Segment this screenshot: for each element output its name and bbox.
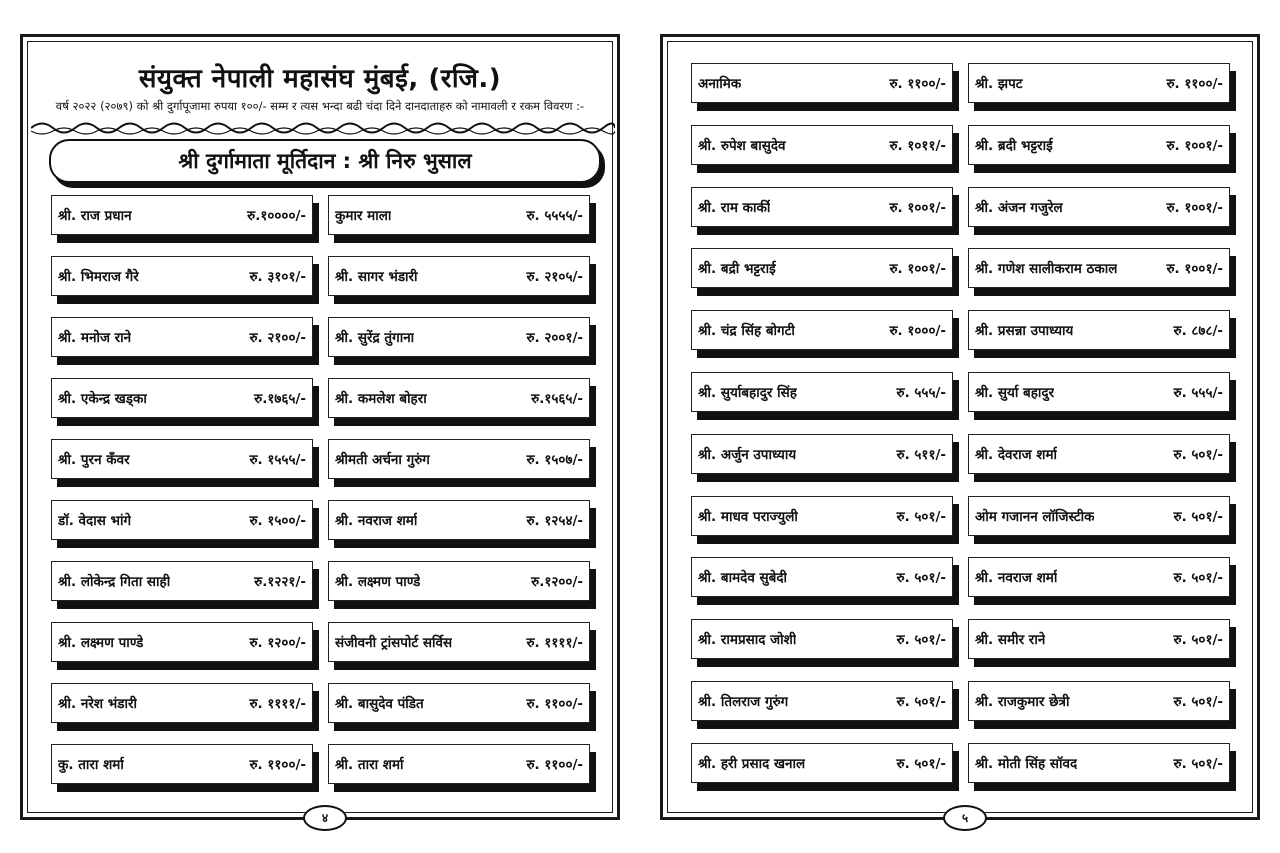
- donation-amount: रु.१२२१/-: [254, 574, 306, 590]
- donation-amount: रु. १००१/-: [889, 261, 946, 278]
- donor-card: [51, 744, 313, 784]
- donor-card: [691, 372, 953, 412]
- page-subtitle: वर्ष २०२२ (२०७९) को श्री दुर्गापूजामा रुपया १००/- सम्म र त्यस भन्दा बढी चंदा दिने दानदाताहरु को नामावली र रकम विवरण :-: [55, 99, 585, 113]
- donor-card: [328, 378, 590, 418]
- donation-amount: रु. १००१/-: [889, 199, 946, 216]
- donor-card: [328, 195, 590, 235]
- donation-amount: रु. १५००/-: [249, 513, 306, 529]
- donor-name: ओम गजानन लॉजिस्टीक: [975, 508, 1095, 525]
- donor-name: श्री. झपट: [975, 76, 1023, 92]
- donor-name: श्री. राज प्रधान: [58, 208, 132, 224]
- donor-name: श्रीमती अर्चना गुरुंग: [335, 452, 430, 468]
- donor-name: श्री. समीर राने: [975, 632, 1046, 649]
- donation-amount: रु. ११००/-: [526, 696, 583, 712]
- donor-name: श्री. रुपेश बासुदेव: [698, 137, 786, 154]
- donation-amount: रु. ५०१/-: [896, 755, 946, 772]
- donor-name: डॉ. वेदास भांगे: [58, 513, 132, 529]
- donor-name: श्री. राम कार्की: [698, 199, 771, 216]
- donation-amount: रु. १५०७/-: [526, 452, 583, 468]
- donor-card: [691, 187, 953, 227]
- donor-card: [51, 256, 313, 296]
- donation-amount: रु. ५०१/-: [896, 632, 946, 649]
- donation-amount: रु. २००१/-: [526, 330, 583, 346]
- donor-name: श्री. बामदेव सुबेदी: [698, 570, 788, 587]
- donor-card: [328, 439, 590, 479]
- page-title: संयुक्त नेपाली महासंघ मुंबई, (रजि.): [138, 64, 502, 94]
- donor-card: [51, 378, 313, 418]
- donor-card: [691, 619, 953, 659]
- donor-name: श्री. एकेन्द्र खड्का: [58, 391, 147, 407]
- donor-card: [328, 622, 590, 662]
- donor-card: [691, 125, 953, 165]
- donor-name: श्री. तारा शर्मा: [335, 757, 404, 773]
- donor-card: [691, 496, 953, 536]
- donation-amount: रु. २१०५/-: [526, 269, 583, 285]
- right-page: [660, 34, 1260, 825]
- donor-card: [328, 500, 590, 540]
- donor-name: श्री. मनोज राने: [58, 330, 132, 346]
- donation-amount: रु. ५०१/-: [1173, 694, 1223, 710]
- donation-amount: रु. १००१/-: [1166, 261, 1223, 278]
- donation-amount: रु. १००१/-: [1166, 137, 1223, 154]
- donor-name: श्री. ब्रदी भट्टराई: [975, 137, 1053, 154]
- donation-amount: रु. ११११/-: [249, 696, 306, 712]
- donor-card: [328, 561, 590, 601]
- donation-amount: रु. ५११/-: [896, 446, 946, 463]
- donor-card: [691, 743, 953, 783]
- donor-card: [51, 622, 313, 662]
- donation-amount: रु. ५०१/-: [896, 694, 946, 710]
- donor-name: श्री. देवराज शर्मा: [975, 446, 1058, 463]
- donation-amount: रु. ५०१/-: [1173, 446, 1223, 463]
- donor-name: श्री. बद्री भट्टराई: [698, 261, 776, 278]
- donation-amount: रु. १०११/-: [889, 137, 946, 154]
- donor-name: श्री. सुर्या बहादुर: [975, 385, 1055, 401]
- donation-amount: रु. २१००/-: [249, 330, 306, 346]
- donor-card: [328, 744, 590, 784]
- donor-card: [51, 317, 313, 357]
- donor-name: श्री. तिलराज गुरुंग: [698, 694, 789, 710]
- donor-name: श्री. अंजन गजुरेल: [975, 199, 1063, 216]
- donor-name: श्री. सुर्याबहादुर सिंह: [698, 385, 797, 401]
- donor-name: श्री. अर्जुन उपाध्याय: [698, 446, 797, 463]
- donation-amount: रु. ५०१/-: [896, 508, 946, 525]
- donation-amount: रु. ५५५५/-: [526, 208, 583, 224]
- donor-name: अनामिक: [698, 76, 742, 92]
- left-page: [20, 34, 620, 825]
- donor-name: श्री. हरी प्रसाद खनाल: [698, 755, 806, 772]
- donation-amount: रु. १००१/-: [1166, 199, 1223, 216]
- donor-card: [968, 125, 1230, 165]
- donor-name: श्री. गणेश सालीकराम ठकाल: [975, 261, 1118, 278]
- donor-card: [691, 557, 953, 597]
- donation-amount: रु. १०००/-: [889, 323, 946, 340]
- donation-amount: रु. ५५५/-: [896, 385, 946, 401]
- donor-name: श्री. लोकेन्द्र गिता साही: [58, 574, 171, 590]
- donation-amount: रु.१७६५/-: [254, 391, 306, 407]
- donor-name: कु. तारा शर्मा: [58, 757, 124, 773]
- donor-card: [691, 434, 953, 474]
- donation-amount: रु. ११००/-: [1166, 76, 1223, 92]
- donor-name: श्री. माधव पराज्युली: [698, 508, 798, 525]
- donor-name: श्री. नवराज शर्मा: [975, 570, 1058, 587]
- donor-card: [968, 248, 1230, 288]
- donor-card: [968, 681, 1230, 721]
- donation-amount: रु. ११००/-: [889, 76, 946, 92]
- donor-name: संजीवनी ट्रांसपोर्ट सर्विस: [335, 635, 453, 651]
- donation-amount: रु. ५०१/-: [1173, 570, 1223, 587]
- donor-card: [968, 496, 1230, 536]
- donor-card: [51, 439, 313, 479]
- page-number: ५: [943, 805, 987, 831]
- donor-name: श्री. पुरन कँवर: [58, 452, 130, 468]
- donation-amount: रु. ३१०१/-: [249, 269, 306, 285]
- donor-name: श्री. मोती सिंह सॉवद: [975, 755, 1078, 772]
- donor-name: श्री. नरेश भंडारी: [58, 696, 138, 712]
- donor-name: श्री. सुरेंद्र तुंगाना: [335, 330, 415, 346]
- donor-card: [51, 683, 313, 723]
- donor-name: श्री. चंद्र सिंह बोगटी: [698, 323, 795, 340]
- donation-amount: रु.१५६५/-: [531, 391, 583, 407]
- donation-amount: रु. ८७८/-: [1173, 323, 1223, 340]
- donor-name: श्री. प्रसन्ना उपाध्याय: [975, 323, 1074, 340]
- donation-amount: रु. १२५४/-: [526, 513, 583, 529]
- donor-card: [328, 256, 590, 296]
- donor-card: [968, 187, 1230, 227]
- donor-card: [691, 681, 953, 721]
- donor-name: श्री. कमलेश बोहरा: [335, 391, 427, 407]
- donation-amount: रु. ५०१/-: [1173, 508, 1223, 525]
- donor-card: [968, 619, 1230, 659]
- donor-name: श्री. लक्ष्मण पाण्डे: [335, 574, 421, 590]
- donor-name: श्री. नवराज शर्मा: [335, 513, 418, 529]
- donor-card: [51, 561, 313, 601]
- donor-card: [51, 195, 313, 235]
- donation-amount: रु. ५५५/-: [1173, 385, 1223, 401]
- banner-idol-donation: श्री दुर्गामाता मूर्तिदान : श्री निरु भुसाल: [49, 139, 601, 183]
- donor-card: [691, 248, 953, 288]
- donation-amount: रु. १२००/-: [249, 635, 306, 651]
- donation-amount: रु. ५०१/-: [1173, 632, 1223, 649]
- donor-card: [968, 63, 1230, 103]
- donation-amount: रु. ११००/-: [526, 757, 583, 773]
- donation-amount: रु. ११००/-: [249, 757, 306, 773]
- donation-amount: रु.१००००/-: [247, 208, 306, 224]
- donation-amount: रु. ११११/-: [526, 635, 583, 651]
- donor-name: श्री. राजकुमार छेत्री: [975, 694, 1070, 710]
- donor-name: कुमार माला: [335, 208, 392, 224]
- donor-card: [691, 63, 953, 103]
- donor-card: [328, 317, 590, 357]
- donor-card: [968, 743, 1230, 783]
- ornament-divider: [31, 119, 615, 137]
- donation-amount: रु. १५५५/-: [249, 452, 306, 468]
- donor-card: [328, 683, 590, 723]
- donor-name: श्री. लक्ष्मण पाण्डे: [58, 635, 144, 651]
- donor-card: [968, 557, 1230, 597]
- donor-card: [968, 434, 1230, 474]
- donor-card: [968, 372, 1230, 412]
- donor-name: श्री. रामप्रसाद जोशी: [698, 632, 797, 649]
- donor-card: [51, 500, 313, 540]
- donation-amount: रु.१२००/-: [531, 574, 583, 590]
- donor-card: [968, 310, 1230, 350]
- page-number: ४: [303, 805, 347, 831]
- donor-name: श्री. सागर भंडारी: [335, 269, 418, 285]
- donor-card: [691, 310, 953, 350]
- donor-name: श्री. भिमराज गैरे: [58, 269, 139, 285]
- donation-amount: रु. ५०१/-: [896, 570, 946, 587]
- donation-amount: रु. ५०१/-: [1173, 755, 1223, 772]
- donor-name: श्री. बासुदेव पंडित: [335, 696, 424, 712]
